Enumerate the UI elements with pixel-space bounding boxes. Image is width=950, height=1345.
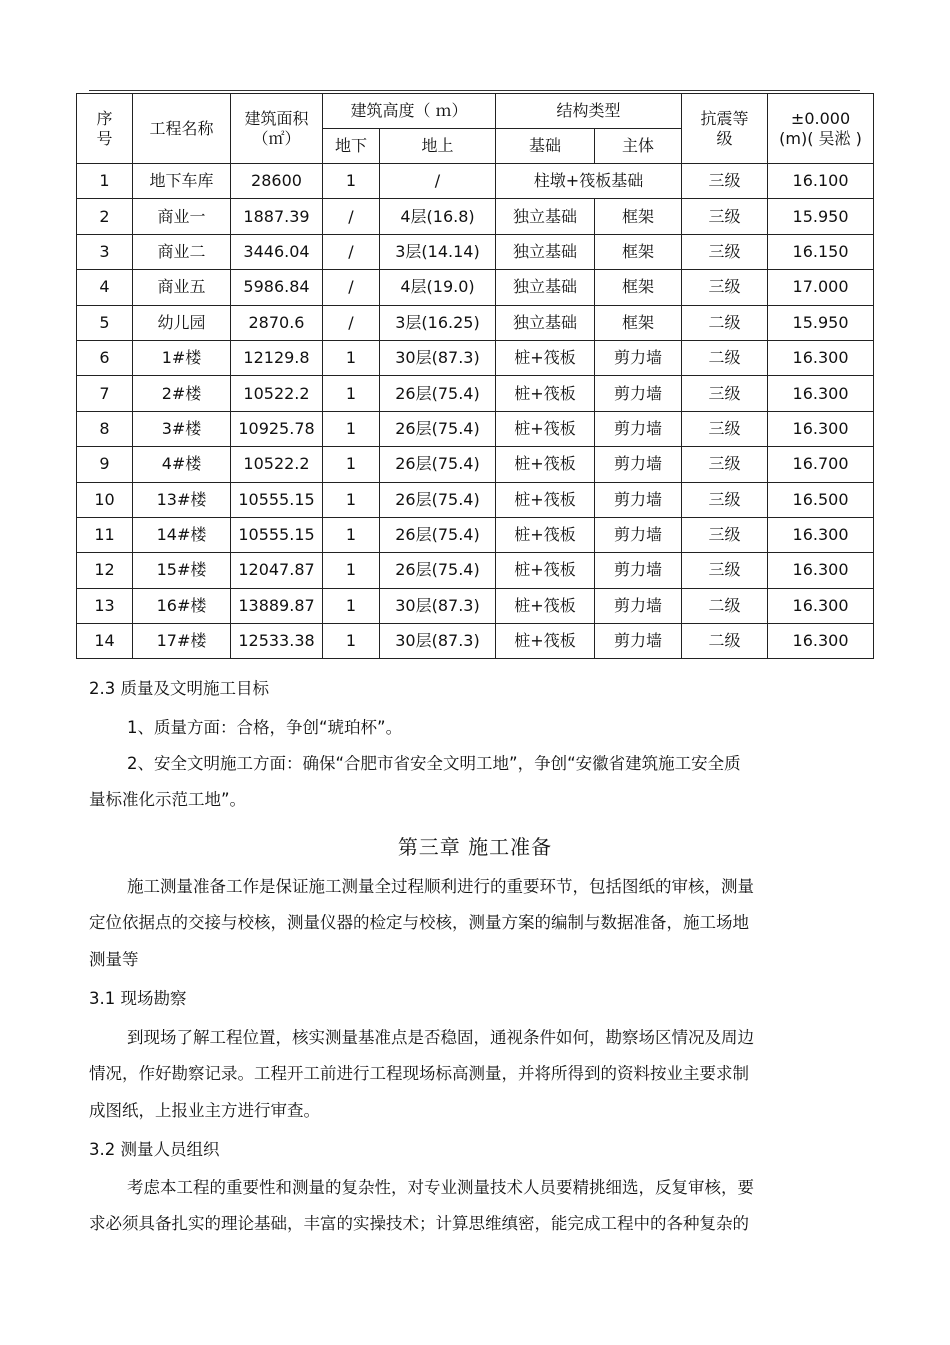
cell-seismic: 二级	[682, 624, 768, 659]
table-row	[77, 376, 874, 411]
cell-height-above: 26层(75.4)	[380, 553, 496, 588]
cell-area: 10555.15	[231, 517, 323, 552]
cell-foundation: 柱墩+筏板基础	[496, 164, 682, 199]
intro-line: 测量等	[89, 950, 139, 969]
cell-height-above: 26层(75.4)	[380, 517, 496, 552]
cell-height-above: 30层(87.3)	[380, 588, 496, 623]
cell-height-under: 1	[323, 517, 380, 552]
chapter-title: 第三章 施工准备	[397, 835, 553, 859]
cell-elevation: 16.100	[768, 164, 874, 199]
cell-foundation: 桩+筏板	[496, 482, 595, 517]
cell-height-under: /	[323, 305, 380, 340]
table-row	[77, 234, 874, 269]
cell-name: 地下车库	[133, 164, 231, 199]
cell-height-above: 30层(87.3)	[380, 624, 496, 659]
header-name: 工程名称	[133, 94, 231, 164]
table-row	[77, 517, 874, 552]
cell-main: 框架	[595, 234, 682, 269]
section-2-3-item-2: 2、安全文明施工方面：确保“合肥市省安全文明工地”，争创“安徽省建筑施工安全质	[127, 754, 741, 773]
cell-name: 17#楼	[133, 624, 231, 659]
cell-area: 12533.38	[231, 624, 323, 659]
cell-elevation: 16.300	[768, 340, 874, 375]
cell-main: 框架	[595, 199, 682, 234]
cell-height-above: 26层(75.4)	[380, 447, 496, 482]
table-row	[77, 199, 874, 234]
table-header-row	[77, 94, 874, 129]
cell-seq: 1	[77, 164, 133, 199]
cell-name: 14#楼	[133, 517, 231, 552]
section-2-3-heading: 2.3 质量及文明施工目标	[89, 679, 269, 698]
cell-foundation: 桩+筏板	[496, 376, 595, 411]
cell-name: 商业五	[133, 270, 231, 305]
cell-name: 3#楼	[133, 411, 231, 446]
cell-foundation: 独立基础	[496, 270, 595, 305]
cell-height-under: 1	[323, 376, 380, 411]
cell-main: 剪力墙	[595, 624, 682, 659]
cell-area: 12129.8	[231, 340, 323, 375]
cell-main: 剪力墙	[595, 340, 682, 375]
cell-seismic: 三级	[682, 164, 768, 199]
cell-foundation: 桩+筏板	[496, 624, 595, 659]
cell-height-above: /	[380, 164, 496, 199]
cell-foundation: 桩+筏板	[496, 553, 595, 588]
cell-seismic: 三级	[682, 199, 768, 234]
section-3-1-line: 成图纸，上报业主方进行审查。	[89, 1101, 320, 1120]
header-height: 建筑高度（ ｍ）	[323, 94, 496, 129]
cell-elevation: 16.300	[768, 588, 874, 623]
cell-elevation: 17.000	[768, 270, 874, 305]
table-row	[77, 305, 874, 340]
cell-area: 10555.15	[231, 482, 323, 517]
section-3-2-heading: 3.2 测量人员组织	[89, 1140, 220, 1159]
header-seq: 序 号	[77, 94, 133, 164]
cell-height-above: 4层(16.8)	[380, 199, 496, 234]
cell-area: 10925.78	[231, 411, 323, 446]
header-rule	[89, 90, 860, 91]
cell-seq: 6	[77, 340, 133, 375]
cell-height-under: 1	[323, 164, 380, 199]
cell-height-above: 4层(19.0)	[380, 270, 496, 305]
cell-height-under: 1	[323, 624, 380, 659]
cell-main: 剪力墙	[595, 588, 682, 623]
cell-area: 5986.84	[231, 270, 323, 305]
cell-seismic: 二级	[682, 340, 768, 375]
table-body	[77, 164, 874, 659]
cell-main: 剪力墙	[595, 447, 682, 482]
cell-seq: 4	[77, 270, 133, 305]
table-row	[77, 164, 874, 199]
table-row	[77, 624, 874, 659]
header-height-above: 地上	[380, 129, 496, 164]
cell-seismic: 三级	[682, 376, 768, 411]
cell-area: 3446.04	[231, 234, 323, 269]
table-row	[77, 553, 874, 588]
cell-foundation: 独立基础	[496, 199, 595, 234]
cell-height-under: 1	[323, 411, 380, 446]
intro-line: 施工测量准备工作是保证施工测量全过程顺利进行的重要环节，包括图纸的审核，测量	[127, 877, 754, 896]
header-seismic: 抗震等 级	[682, 94, 768, 164]
cell-height-above: 26层(75.4)	[380, 482, 496, 517]
cell-foundation: 桩+筏板	[496, 447, 595, 482]
cell-seq: 8	[77, 411, 133, 446]
cell-seq: 3	[77, 234, 133, 269]
cell-seq: 10	[77, 482, 133, 517]
cell-height-under: 1	[323, 447, 380, 482]
cell-elevation: 16.150	[768, 234, 874, 269]
cell-seismic: 三级	[682, 270, 768, 305]
cell-height-above: 3层(14.14)	[380, 234, 496, 269]
cell-foundation: 独立基础	[496, 305, 595, 340]
cell-main: 框架	[595, 305, 682, 340]
cell-name: 2#楼	[133, 376, 231, 411]
cell-seq: 12	[77, 553, 133, 588]
cell-area: 12047.87	[231, 553, 323, 588]
cell-elevation: 16.300	[768, 517, 874, 552]
section-3-1-heading: 3.1 现场勘察	[89, 989, 187, 1008]
header-main: 主体	[595, 129, 682, 164]
cell-area: 13889.87	[231, 588, 323, 623]
header-structure: 结构类型	[496, 94, 682, 129]
cell-name: 幼儿园	[133, 305, 231, 340]
cell-name: 1#楼	[133, 340, 231, 375]
table-row	[77, 340, 874, 375]
table-row	[77, 411, 874, 446]
cell-elevation: 16.500	[768, 482, 874, 517]
header-area: 建筑面积 （㎡）	[231, 94, 323, 164]
table-row	[77, 482, 874, 517]
cell-height-under: 1	[323, 553, 380, 588]
cell-foundation: 桩+筏板	[496, 340, 595, 375]
cell-elevation: 16.300	[768, 624, 874, 659]
cell-name: 15#楼	[133, 553, 231, 588]
cell-seismic: 三级	[682, 234, 768, 269]
cell-seq: 7	[77, 376, 133, 411]
cell-seq: 2	[77, 199, 133, 234]
section-2-3-item-1: 1、质量方面：合格，争创“琥珀杯”。	[127, 718, 403, 737]
cell-main: 剪力墙	[595, 482, 682, 517]
section-3-2-line: 求必须具备扎实的理论基础，丰富的实操技术；计算思维缜密，能完成工程中的各种复杂的	[89, 1214, 749, 1233]
cell-seismic: 三级	[682, 553, 768, 588]
cell-foundation: 桩+筏板	[496, 517, 595, 552]
cell-name: 13#楼	[133, 482, 231, 517]
table-row	[77, 270, 874, 305]
cell-height-above: 26层(75.4)	[380, 376, 496, 411]
cell-foundation: 独立基础	[496, 234, 595, 269]
cell-height-under: 1	[323, 340, 380, 375]
cell-seismic: 三级	[682, 411, 768, 446]
cell-elevation: 16.700	[768, 447, 874, 482]
section-3-1-line: 情况，作好勘察记录。工程开工前进行工程现场标高测量，并将所得到的资料按业主要求制	[89, 1064, 749, 1083]
cell-height-above: 3层(16.25)	[380, 305, 496, 340]
cell-seq: 9	[77, 447, 133, 482]
cell-area: 1887.39	[231, 199, 323, 234]
cell-height-above: 26层(75.4)	[380, 411, 496, 446]
cell-seq: 5	[77, 305, 133, 340]
cell-seq: 11	[77, 517, 133, 552]
cell-foundation: 桩+筏板	[496, 411, 595, 446]
cell-main: 框架	[595, 270, 682, 305]
cell-area: 10522.2	[231, 376, 323, 411]
cell-height-under: 1	[323, 588, 380, 623]
cell-elevation: 16.300	[768, 411, 874, 446]
cell-name: 商业一	[133, 199, 231, 234]
cell-height-under: /	[323, 199, 380, 234]
cell-elevation: 15.950	[768, 199, 874, 234]
cell-elevation: 16.300	[768, 376, 874, 411]
cell-area: 2870.6	[231, 305, 323, 340]
cell-seismic: 二级	[682, 305, 768, 340]
intro-line: 定位依据点的交接与校核，测量仪器的检定与校核，测量方案的编制与数据准备，施工场地	[89, 913, 749, 932]
cell-foundation: 桩+筏板	[496, 588, 595, 623]
cell-height-under: /	[323, 270, 380, 305]
cell-name: 4#楼	[133, 447, 231, 482]
cell-elevation: 15.950	[768, 305, 874, 340]
cell-name: 16#楼	[133, 588, 231, 623]
cell-seismic: 二级	[682, 588, 768, 623]
table-row	[77, 447, 874, 482]
section-3-2-line: 考虑本工程的重要性和测量的复杂性，对专业测量技术人员要精挑细选，反复审核，要	[127, 1178, 754, 1197]
project-table	[76, 93, 874, 659]
cell-seismic: 三级	[682, 447, 768, 482]
cell-seq: 13	[77, 588, 133, 623]
cell-elevation: 16.300	[768, 553, 874, 588]
cell-main: 剪力墙	[595, 376, 682, 411]
cell-name: 商业二	[133, 234, 231, 269]
section-3-1-line: 到现场了解工程位置，核实测量基准点是否稳固，通视条件如何，勘察场区情况及周边	[127, 1028, 754, 1047]
cell-main: 剪力墙	[595, 411, 682, 446]
cell-main: 剪力墙	[595, 517, 682, 552]
cell-height-under: /	[323, 234, 380, 269]
cell-seismic: 三级	[682, 517, 768, 552]
section-2-3-item-2-cont: 量标准化示范工地”。	[89, 790, 247, 809]
cell-main: 剪力墙	[595, 553, 682, 588]
header-foundation: 基础	[496, 129, 595, 164]
cell-area: 10522.2	[231, 447, 323, 482]
cell-height-under: 1	[323, 482, 380, 517]
cell-seismic: 三级	[682, 482, 768, 517]
cell-seq: 14	[77, 624, 133, 659]
cell-height-above: 30层(87.3)	[380, 340, 496, 375]
header-height-under: 地下	[323, 129, 380, 164]
header-elevation: ±0.000 (m)( 吴淞 )	[768, 94, 874, 164]
table-row	[77, 588, 874, 623]
cell-area: 28600	[231, 164, 323, 199]
